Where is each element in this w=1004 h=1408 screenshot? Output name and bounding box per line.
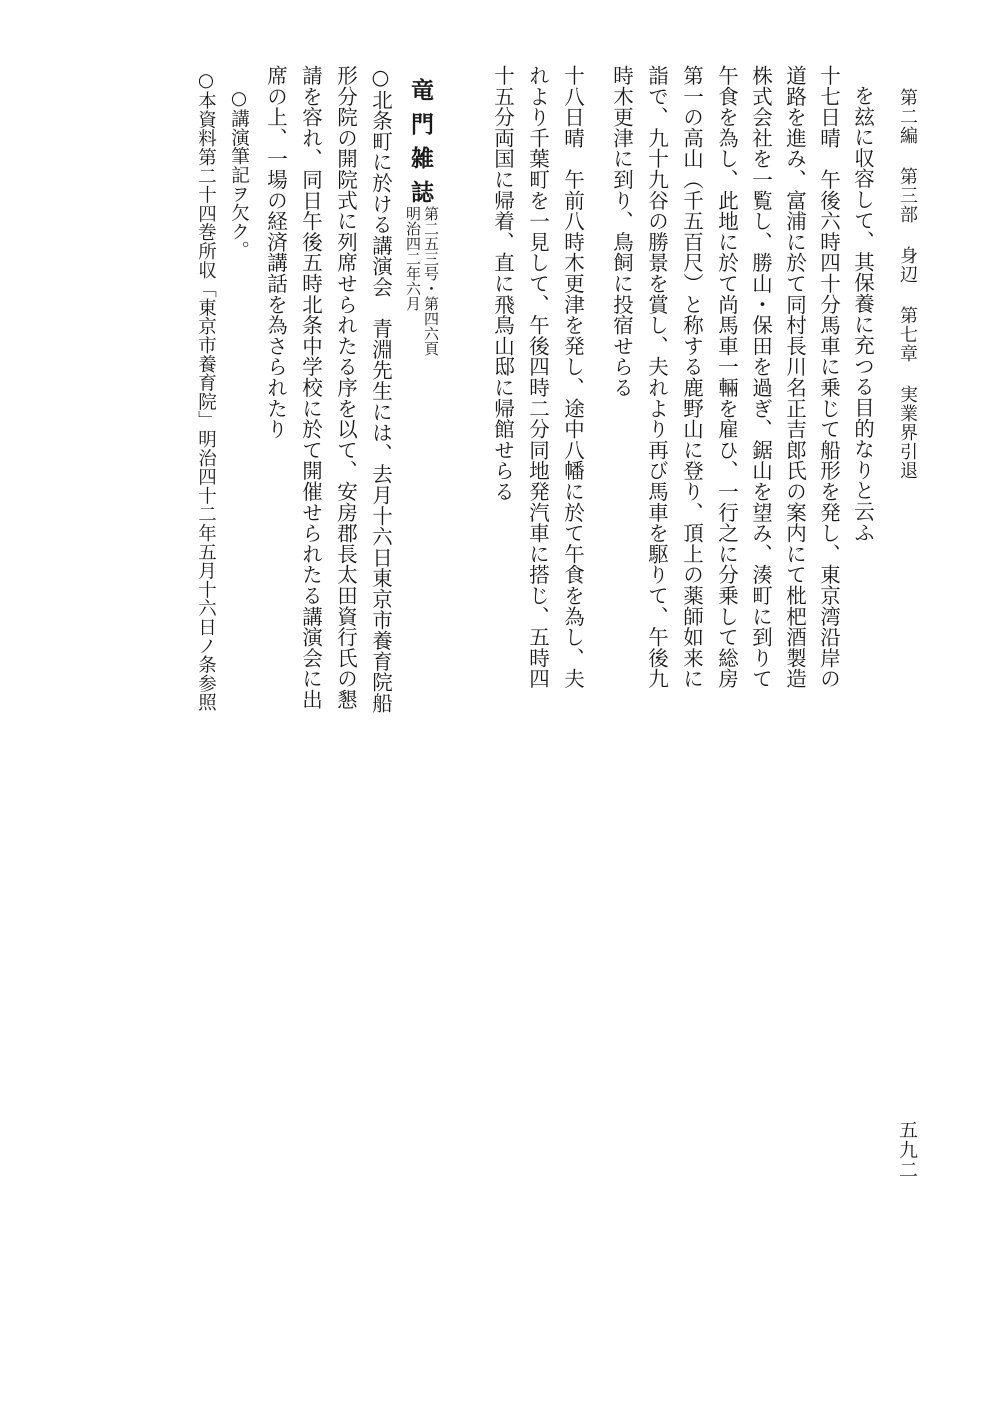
article-line: 席の上、一場の経済講話を為さられたり: [263, 65, 288, 440]
header-chapter: 第七章: [897, 306, 918, 363]
body-line: 株式会社を一覧し、勝山・保田を過ぎ、鋸山を望み、湊町に到りて: [748, 65, 773, 689]
article-line: ○北条町に於ける講演会 青淵先生には、去月十六日東京市養育院船: [368, 65, 393, 714]
body-line: 午食を為し、此地に於て尚馬車一輛を雇ひ、一行之に分乗して総房: [714, 65, 739, 689]
body-line: 十五分両国に帰着、直に飛鳥山邸に帰館せらる: [490, 65, 515, 502]
header-part: 第三部: [897, 167, 918, 224]
article-issue: 第二五三号・第四六頁: [422, 206, 440, 356]
body-line: 十七日晴 午後六時四十分馬車に乗じて船形を発し、東京湾沿岸の: [816, 65, 841, 689]
article-source-title: 竜門雑誌: [407, 78, 434, 214]
body-line: 十八日晴 午前八時木更津を発し、途中八幡に於て午食を為し、夫: [560, 65, 585, 689]
article-line: 請を容れ、同日午後五時北条中学校に於て開催せられたる講演会に出: [298, 65, 323, 710]
body-line: 第一の高山（千五百尺）と称する鹿野山に登り、頂上の薬師如来に: [679, 65, 704, 689]
article-line: 形分院の開院式に列席せられたる序を以て、安房郡長太田資行氏の懇: [333, 65, 358, 710]
header-chapter-title: 実業界引退: [897, 385, 918, 480]
page-number: 五九二: [896, 1120, 918, 1180]
note-line: ○講演筆記ヲ欠ク。: [228, 88, 250, 260]
body-line: 詣で、九十九谷の勝景を賞し、夫れより再び馬車を駆りて、午後九: [644, 65, 669, 689]
article-source-meta: [404, 206, 440, 356]
article-date: 明治四二年六月: [404, 206, 422, 311]
running-header: [892, 88, 922, 648]
body-line: 道路を進み、富浦に於て同村長川名正吉郎氏の案内にて枇杷酒製造: [782, 65, 807, 689]
note-line: ○本資料第二十四巻所収「東京市養育院」明治四十二年五月十六日ノ条参照: [195, 70, 217, 712]
header-section: 身辺: [897, 246, 918, 284]
body-line: れより千葉町を一見して、午後四時二分同地発汽車に搭じ、五時四: [525, 65, 550, 689]
header-volume: 第二編: [897, 88, 918, 145]
body-line: を玆に収容して、其保養に充つる目的なりと云ふ: [850, 85, 875, 543]
body-line: 時木更津に到り、鳥飼に投宿せらる: [609, 65, 634, 398]
